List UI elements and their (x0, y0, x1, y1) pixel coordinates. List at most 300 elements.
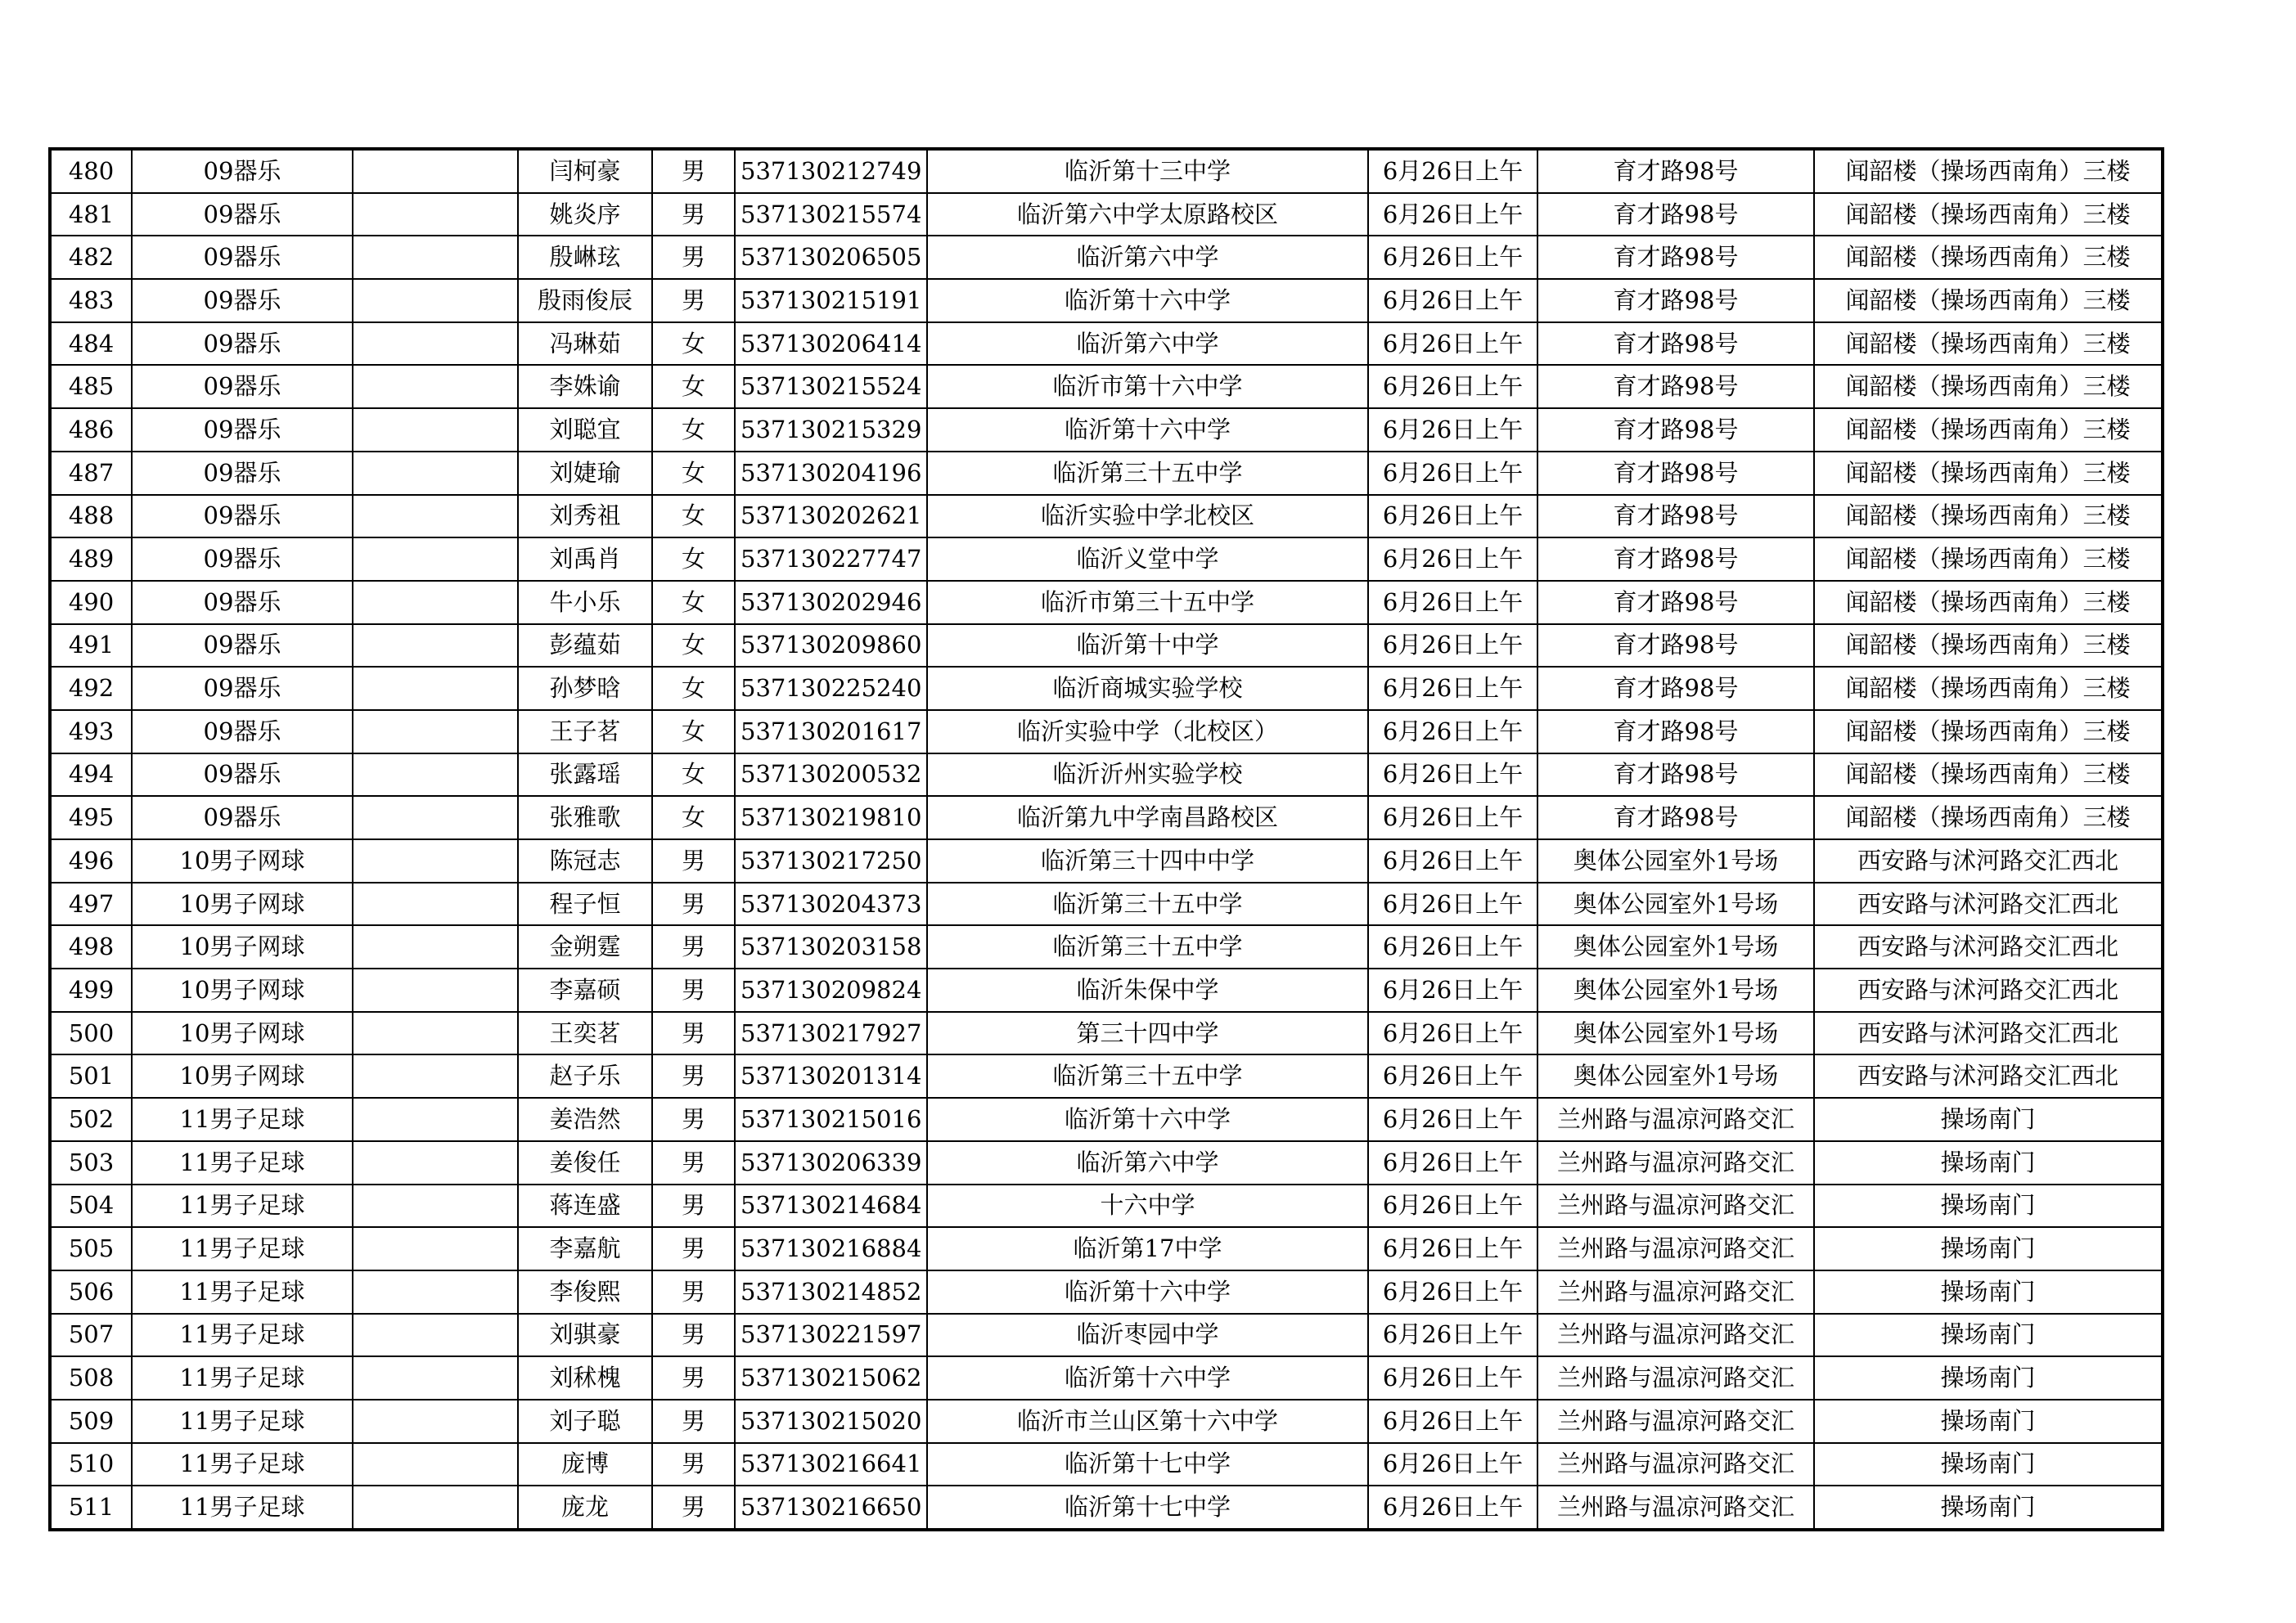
venue-cell: 育才路98号 (1537, 624, 1814, 668)
event-cell: 11男子足球 (132, 1185, 353, 1228)
gender-cell: 男 (652, 1098, 735, 1141)
time-cell: 6月26日上午 (1368, 149, 1537, 193)
id-cell: 537130214684 (735, 1185, 927, 1228)
location-cell: 操场南门 (1814, 1356, 2163, 1400)
event-cell: 11男子足球 (132, 1141, 353, 1185)
event-cell: 11男子足球 (132, 1098, 353, 1141)
table-row (50, 1012, 2163, 1055)
id-cell: 537130219810 (735, 796, 927, 839)
event-cell: 10男子网球 (132, 839, 353, 883)
seq-cell: 494 (50, 753, 132, 797)
event-cell: 09器乐 (132, 149, 353, 193)
table-row (50, 839, 2163, 883)
seq-cell: 488 (50, 495, 132, 538)
event-cell: 11男子足球 (132, 1314, 353, 1357)
table-row (50, 796, 2163, 839)
venue-cell: 兰州路与温凉河路交汇 (1537, 1185, 1814, 1228)
seq-cell: 486 (50, 408, 132, 452)
seq-cell: 500 (50, 1012, 132, 1055)
gender-cell: 女 (652, 537, 735, 581)
event-cell: 09器乐 (132, 322, 353, 366)
blank-cell (353, 925, 518, 969)
location-cell: 闻韶楼（操场西南角）三楼 (1814, 581, 2163, 624)
school-cell: 临沂第六中学 (927, 1141, 1368, 1185)
time-cell: 6月26日上午 (1368, 1054, 1537, 1098)
time-cell: 6月26日上午 (1368, 279, 1537, 322)
venue-cell: 奥体公园室外1号场 (1537, 883, 1814, 926)
event-cell: 09器乐 (132, 710, 353, 753)
seq-cell: 511 (50, 1486, 132, 1530)
location-cell: 操场南门 (1814, 1185, 2163, 1228)
table-row (50, 1098, 2163, 1141)
table-row (50, 1314, 2163, 1357)
event-cell: 09器乐 (132, 624, 353, 668)
school-cell: 临沂第六中学 (927, 322, 1368, 366)
blank-cell (353, 1486, 518, 1530)
table-row (50, 1227, 2163, 1270)
table-row (50, 753, 2163, 797)
id-cell: 537130215191 (735, 279, 927, 322)
school-cell: 临沂市兰山区第十六中学 (927, 1400, 1368, 1443)
school-cell: 临沂市第十六中学 (927, 365, 1368, 408)
name-cell: 殷崊玹 (518, 236, 652, 279)
gender-cell: 女 (652, 753, 735, 797)
venue-cell: 育才路98号 (1537, 753, 1814, 797)
table-row (50, 1356, 2163, 1400)
name-cell: 刘婕瑜 (518, 452, 652, 495)
school-cell: 临沂枣园中学 (927, 1314, 1368, 1357)
event-cell: 09器乐 (132, 537, 353, 581)
seq-cell: 507 (50, 1314, 132, 1357)
location-cell: 西安路与沭河路交汇西北 (1814, 1012, 2163, 1055)
location-cell: 闻韶楼（操场西南角）三楼 (1814, 322, 2163, 366)
name-cell: 刘禹肖 (518, 537, 652, 581)
gender-cell: 男 (652, 1356, 735, 1400)
seq-cell: 484 (50, 322, 132, 366)
location-cell: 闻韶楼（操场西南角）三楼 (1814, 710, 2163, 753)
id-cell: 537130215329 (735, 408, 927, 452)
table-row (50, 1054, 2163, 1098)
id-cell: 537130206414 (735, 322, 927, 366)
school-cell: 临沂第六中学太原路校区 (927, 193, 1368, 236)
id-cell: 537130212749 (735, 149, 927, 193)
blank-cell (353, 753, 518, 797)
id-cell: 537130221597 (735, 1314, 927, 1357)
table-row (50, 408, 2163, 452)
event-cell: 09器乐 (132, 667, 353, 710)
location-cell: 操场南门 (1814, 1486, 2163, 1530)
school-cell: 临沂义堂中学 (927, 537, 1368, 581)
event-cell: 09器乐 (132, 495, 353, 538)
venue-cell: 兰州路与温凉河路交汇 (1537, 1486, 1814, 1530)
name-cell: 张露瑶 (518, 753, 652, 797)
location-cell: 闻韶楼（操场西南角）三楼 (1814, 236, 2163, 279)
event-cell: 10男子网球 (132, 883, 353, 926)
id-cell: 537130227747 (735, 537, 927, 581)
blank-cell (353, 624, 518, 668)
name-cell: 刘秫槐 (518, 1356, 652, 1400)
gender-cell: 男 (652, 279, 735, 322)
location-cell: 闻韶楼（操场西南角）三楼 (1814, 667, 2163, 710)
table-row (50, 495, 2163, 538)
time-cell: 6月26日上午 (1368, 1098, 1537, 1141)
venue-cell: 兰州路与温凉河路交汇 (1537, 1443, 1814, 1486)
blank-cell (353, 1141, 518, 1185)
gender-cell: 女 (652, 408, 735, 452)
venue-cell: 育才路98号 (1537, 193, 1814, 236)
name-cell: 庞龙 (518, 1486, 652, 1530)
school-cell: 临沂第十六中学 (927, 1356, 1368, 1400)
venue-cell: 育才路98号 (1537, 408, 1814, 452)
name-cell: 姜俊任 (518, 1141, 652, 1185)
name-cell: 王子茗 (518, 710, 652, 753)
school-cell: 临沂第十七中学 (927, 1486, 1368, 1530)
venue-cell: 育才路98号 (1537, 322, 1814, 366)
id-cell: 537130214852 (735, 1270, 927, 1314)
event-cell: 10男子网球 (132, 1054, 353, 1098)
id-cell: 537130217927 (735, 1012, 927, 1055)
id-cell: 537130206505 (735, 236, 927, 279)
id-cell: 537130206339 (735, 1141, 927, 1185)
gender-cell: 男 (652, 1227, 735, 1270)
name-cell: 李嘉航 (518, 1227, 652, 1270)
blank-cell (353, 1443, 518, 1486)
time-cell: 6月26日上午 (1368, 365, 1537, 408)
blank-cell (353, 1054, 518, 1098)
time-cell: 6月26日上午 (1368, 193, 1537, 236)
school-cell: 临沂第三十五中学 (927, 452, 1368, 495)
seq-cell: 496 (50, 839, 132, 883)
table-row (50, 1400, 2163, 1443)
location-cell: 西安路与沭河路交汇西北 (1814, 969, 2163, 1012)
id-cell: 537130201617 (735, 710, 927, 753)
table-row (50, 236, 2163, 279)
venue-cell: 育才路98号 (1537, 365, 1814, 408)
seq-cell: 510 (50, 1443, 132, 1486)
name-cell: 刘聪宜 (518, 408, 652, 452)
gender-cell: 男 (652, 193, 735, 236)
location-cell: 西安路与沭河路交汇西北 (1814, 1054, 2163, 1098)
table-row (50, 452, 2163, 495)
seq-cell: 502 (50, 1098, 132, 1141)
seq-cell: 498 (50, 925, 132, 969)
gender-cell: 男 (652, 236, 735, 279)
time-cell: 6月26日上午 (1368, 969, 1537, 1012)
blank-cell (353, 322, 518, 366)
school-cell: 临沂第十六中学 (927, 408, 1368, 452)
blank-cell (353, 1400, 518, 1443)
gender-cell: 女 (652, 365, 735, 408)
id-cell: 537130215062 (735, 1356, 927, 1400)
gender-cell: 男 (652, 839, 735, 883)
seq-cell: 482 (50, 236, 132, 279)
location-cell: 操场南门 (1814, 1314, 2163, 1357)
blank-cell (353, 710, 518, 753)
gender-cell: 女 (652, 322, 735, 366)
event-cell: 09器乐 (132, 365, 353, 408)
time-cell: 6月26日上午 (1368, 581, 1537, 624)
school-cell: 临沂第三十五中学 (927, 1054, 1368, 1098)
blank-cell (353, 495, 518, 538)
location-cell: 操场南门 (1814, 1098, 2163, 1141)
table-row (50, 667, 2163, 710)
table-row (50, 322, 2163, 366)
blank-cell (353, 149, 518, 193)
school-cell: 临沂实验中学北校区 (927, 495, 1368, 538)
venue-cell: 兰州路与温凉河路交汇 (1537, 1400, 1814, 1443)
school-cell: 临沂商城实验学校 (927, 667, 1368, 710)
event-cell: 11男子足球 (132, 1486, 353, 1530)
venue-cell: 育才路98号 (1537, 452, 1814, 495)
seq-cell: 491 (50, 624, 132, 668)
gender-cell: 女 (652, 710, 735, 753)
gender-cell: 男 (652, 1314, 735, 1357)
school-cell: 临沂第九中学南昌路校区 (927, 796, 1368, 839)
time-cell: 6月26日上午 (1368, 495, 1537, 538)
gender-cell: 男 (652, 1012, 735, 1055)
school-cell: 临沂第十七中学 (927, 1443, 1368, 1486)
id-cell: 537130203158 (735, 925, 927, 969)
location-cell: 操场南门 (1814, 1443, 2163, 1486)
blank-cell (353, 537, 518, 581)
venue-cell: 奥体公园室外1号场 (1537, 925, 1814, 969)
event-cell: 11男子足球 (132, 1400, 353, 1443)
venue-cell: 育才路98号 (1537, 236, 1814, 279)
location-cell: 闻韶楼（操场西南角）三楼 (1814, 452, 2163, 495)
name-cell: 殷雨俊辰 (518, 279, 652, 322)
id-cell: 537130217250 (735, 839, 927, 883)
name-cell: 李姝谕 (518, 365, 652, 408)
id-cell: 537130216650 (735, 1486, 927, 1530)
time-cell: 6月26日上午 (1368, 753, 1537, 797)
school-cell: 临沂市第三十五中学 (927, 581, 1368, 624)
event-cell: 09器乐 (132, 452, 353, 495)
blank-cell (353, 236, 518, 279)
seq-cell: 506 (50, 1270, 132, 1314)
seq-cell: 501 (50, 1054, 132, 1098)
gender-cell: 男 (652, 149, 735, 193)
blank-cell (353, 279, 518, 322)
location-cell: 西安路与沭河路交汇西北 (1814, 883, 2163, 926)
time-cell: 6月26日上午 (1368, 322, 1537, 366)
time-cell: 6月26日上午 (1368, 710, 1537, 753)
name-cell: 姚炎序 (518, 193, 652, 236)
event-cell: 09器乐 (132, 236, 353, 279)
school-cell: 临沂第十六中学 (927, 1098, 1368, 1141)
id-cell: 537130201314 (735, 1054, 927, 1098)
time-cell: 6月26日上午 (1368, 839, 1537, 883)
blank-cell (353, 667, 518, 710)
gender-cell: 男 (652, 1270, 735, 1314)
event-cell: 11男子足球 (132, 1270, 353, 1314)
seq-cell: 503 (50, 1141, 132, 1185)
time-cell: 6月26日上午 (1368, 452, 1537, 495)
venue-cell: 育才路98号 (1537, 710, 1814, 753)
name-cell: 李俊熙 (518, 1270, 652, 1314)
table-row (50, 537, 2163, 581)
table-row (50, 193, 2163, 236)
id-cell: 537130209860 (735, 624, 927, 668)
table-row (50, 969, 2163, 1012)
gender-cell: 男 (652, 1141, 735, 1185)
time-cell: 6月26日上午 (1368, 1314, 1537, 1357)
location-cell: 闻韶楼（操场西南角）三楼 (1814, 149, 2163, 193)
table-row (50, 710, 2163, 753)
venue-cell: 兰州路与温凉河路交汇 (1537, 1098, 1814, 1141)
name-cell: 王奕茗 (518, 1012, 652, 1055)
event-cell: 10男子网球 (132, 925, 353, 969)
seq-cell: 487 (50, 452, 132, 495)
blank-cell (353, 1227, 518, 1270)
table-row (50, 624, 2163, 668)
blank-cell (353, 969, 518, 1012)
school-cell: 临沂实验中学（北校区） (927, 710, 1368, 753)
school-cell: 临沂第十六中学 (927, 1270, 1368, 1314)
id-cell: 537130204196 (735, 452, 927, 495)
seq-cell: 504 (50, 1185, 132, 1228)
location-cell: 西安路与沭河路交汇西北 (1814, 925, 2163, 969)
blank-cell (353, 1356, 518, 1400)
venue-cell: 育才路98号 (1537, 581, 1814, 624)
table-row (50, 1141, 2163, 1185)
venue-cell: 育才路98号 (1537, 667, 1814, 710)
gender-cell: 女 (652, 667, 735, 710)
name-cell: 冯琳茹 (518, 322, 652, 366)
id-cell: 537130215574 (735, 193, 927, 236)
seq-cell: 481 (50, 193, 132, 236)
location-cell: 闻韶楼（操场西南角）三楼 (1814, 624, 2163, 668)
school-cell: 临沂第三十五中学 (927, 883, 1368, 926)
table-row (50, 883, 2163, 926)
table-body (50, 149, 2163, 1530)
time-cell: 6月26日上午 (1368, 1012, 1537, 1055)
seq-cell: 492 (50, 667, 132, 710)
event-cell: 10男子网球 (132, 1012, 353, 1055)
school-cell: 临沂第十六中学 (927, 279, 1368, 322)
blank-cell (353, 883, 518, 926)
time-cell: 6月26日上午 (1368, 883, 1537, 926)
seq-cell: 497 (50, 883, 132, 926)
time-cell: 6月26日上午 (1368, 1270, 1537, 1314)
name-cell: 彭蕴茹 (518, 624, 652, 668)
gender-cell: 女 (652, 581, 735, 624)
school-cell: 临沂第三十五中学 (927, 925, 1368, 969)
venue-cell: 奥体公园室外1号场 (1537, 969, 1814, 1012)
seq-cell: 485 (50, 365, 132, 408)
id-cell: 537130204373 (735, 883, 927, 926)
table-row (50, 1443, 2163, 1486)
name-cell: 李嘉硕 (518, 969, 652, 1012)
location-cell: 西安路与沭河路交汇西北 (1814, 839, 2163, 883)
id-cell: 537130209824 (735, 969, 927, 1012)
blank-cell (353, 1185, 518, 1228)
registration-table (48, 147, 2164, 1531)
name-cell: 程子恒 (518, 883, 652, 926)
time-cell: 6月26日上午 (1368, 624, 1537, 668)
event-cell: 10男子网球 (132, 969, 353, 1012)
name-cell: 庞博 (518, 1443, 652, 1486)
blank-cell (353, 1314, 518, 1357)
event-cell: 09器乐 (132, 193, 353, 236)
event-cell: 09器乐 (132, 796, 353, 839)
seq-cell: 509 (50, 1400, 132, 1443)
location-cell: 操场南门 (1814, 1270, 2163, 1314)
location-cell: 闻韶楼（操场西南角）三楼 (1814, 193, 2163, 236)
id-cell: 537130216884 (735, 1227, 927, 1270)
name-cell: 赵子乐 (518, 1054, 652, 1098)
id-cell: 537130216641 (735, 1443, 927, 1486)
name-cell: 陈冠志 (518, 839, 652, 883)
id-cell: 537130215016 (735, 1098, 927, 1141)
seq-cell: 505 (50, 1227, 132, 1270)
id-cell: 537130200532 (735, 753, 927, 797)
seq-cell: 490 (50, 581, 132, 624)
venue-cell: 奥体公园室外1号场 (1537, 1012, 1814, 1055)
blank-cell (353, 839, 518, 883)
event-cell: 11男子足球 (132, 1443, 353, 1486)
location-cell: 操场南门 (1814, 1400, 2163, 1443)
time-cell: 6月26日上午 (1368, 1400, 1537, 1443)
school-cell: 十六中学 (927, 1185, 1368, 1228)
time-cell: 6月26日上午 (1368, 1443, 1537, 1486)
table-row (50, 925, 2163, 969)
seq-cell: 489 (50, 537, 132, 581)
venue-cell: 奥体公园室外1号场 (1537, 839, 1814, 883)
location-cell: 闻韶楼（操场西南角）三楼 (1814, 495, 2163, 538)
id-cell: 537130225240 (735, 667, 927, 710)
gender-cell: 男 (652, 1054, 735, 1098)
name-cell: 牛小乐 (518, 581, 652, 624)
gender-cell: 男 (652, 1443, 735, 1486)
name-cell: 金朔霆 (518, 925, 652, 969)
venue-cell: 育才路98号 (1537, 495, 1814, 538)
event-cell: 09器乐 (132, 581, 353, 624)
seq-cell: 483 (50, 279, 132, 322)
venue-cell: 育才路98号 (1537, 796, 1814, 839)
venue-cell: 育才路98号 (1537, 537, 1814, 581)
event-cell: 09器乐 (132, 753, 353, 797)
table-row (50, 365, 2163, 408)
blank-cell (353, 1012, 518, 1055)
school-cell: 临沂第六中学 (927, 236, 1368, 279)
time-cell: 6月26日上午 (1368, 925, 1537, 969)
school-cell: 第三十四中学 (927, 1012, 1368, 1055)
venue-cell: 兰州路与温凉河路交汇 (1537, 1141, 1814, 1185)
seq-cell: 493 (50, 710, 132, 753)
name-cell: 刘骐豪 (518, 1314, 652, 1357)
time-cell: 6月26日上午 (1368, 1185, 1537, 1228)
table-row (50, 581, 2163, 624)
venue-cell: 兰州路与温凉河路交汇 (1537, 1356, 1814, 1400)
event-cell: 11男子足球 (132, 1227, 353, 1270)
name-cell: 刘子聪 (518, 1400, 652, 1443)
blank-cell (353, 452, 518, 495)
location-cell: 闻韶楼（操场西南角）三楼 (1814, 537, 2163, 581)
gender-cell: 女 (652, 495, 735, 538)
event-cell: 09器乐 (132, 408, 353, 452)
school-cell: 临沂第十三中学 (927, 149, 1368, 193)
school-cell: 临沂沂州实验学校 (927, 753, 1368, 797)
gender-cell: 女 (652, 796, 735, 839)
time-cell: 6月26日上午 (1368, 667, 1537, 710)
gender-cell: 男 (652, 1400, 735, 1443)
location-cell: 操场南门 (1814, 1141, 2163, 1185)
gender-cell: 男 (652, 883, 735, 926)
time-cell: 6月26日上午 (1368, 408, 1537, 452)
time-cell: 6月26日上午 (1368, 236, 1537, 279)
school-cell: 临沂第17中学 (927, 1227, 1368, 1270)
location-cell: 闻韶楼（操场西南角）三楼 (1814, 365, 2163, 408)
